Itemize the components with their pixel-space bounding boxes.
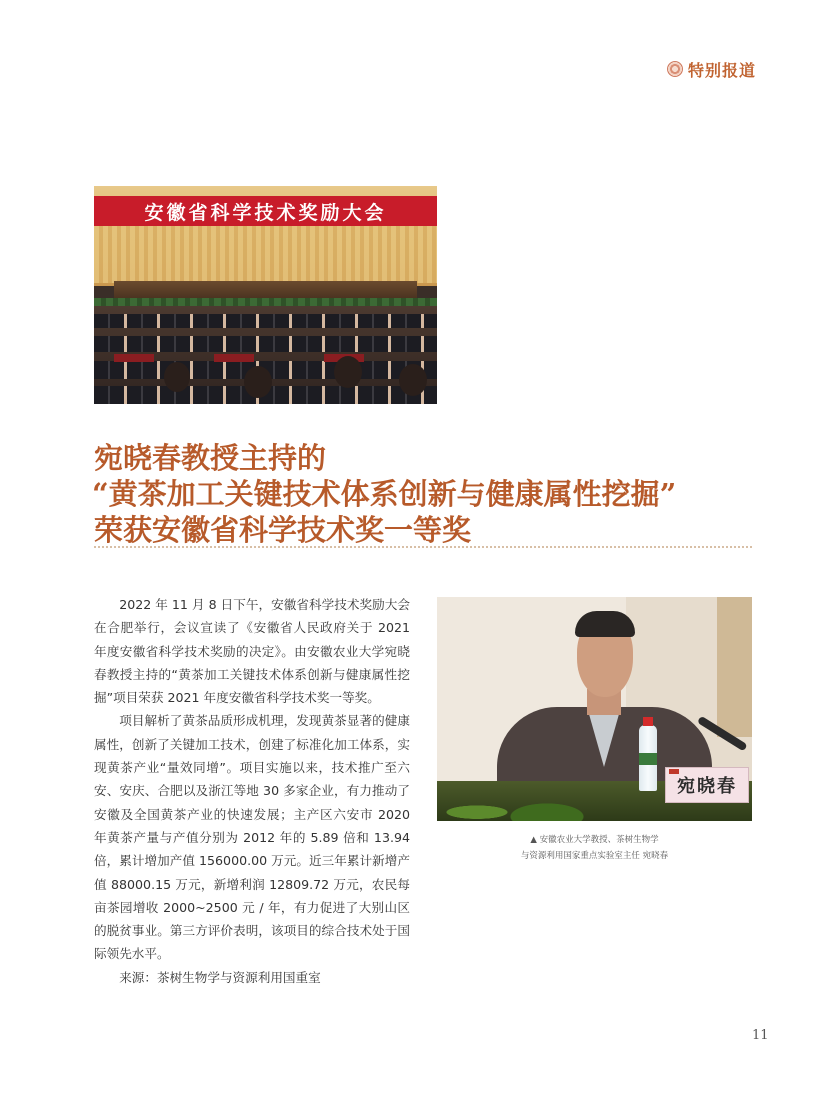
headline-line-1: 宛晓春教授主持的: [94, 441, 327, 475]
nameplate-logo-icon: [669, 769, 679, 774]
audience-seat: [214, 354, 254, 362]
audience-head: [334, 356, 362, 388]
section-label: 特别报道: [688, 60, 757, 80]
photo-caption-line-2: 与资源利用国家重点实验室主任 宛晓春: [520, 851, 669, 861]
section-emblem-icon: [667, 61, 683, 77]
conference-banner-text: 安徽省科学技术奖励大会: [144, 201, 387, 224]
nameplate: 宛晓春: [665, 767, 749, 803]
conference-banner: [94, 196, 437, 226]
audience-head: [164, 362, 190, 392]
photo-caption-line-1: ▲ 安徽农业大学教授、茶树生物学: [530, 835, 659, 845]
bottle-label: [639, 753, 657, 765]
article-body: [94, 593, 410, 989]
portrait-photo: [437, 597, 752, 821]
headline-divider: [94, 546, 752, 548]
article-paragraph-1: 2022 年 11 月 8 日下午，安徽省科学技术奖励大会在合肥举行，会议宣读了《安徽省人民政府关于 2021 年度安徽省科学技术奖励的决定》。由安徽农业大学宛晓春教授主持的“黄茶加工关键技术体系创新与健康属性挖掘”项目荣获 2021 年度安徽省科学技术奖一等奖。: [94, 597, 410, 706]
audience-row: [94, 336, 437, 352]
headline-line-2: “黄茶加工关键技术体系创新与健康属性挖掘”: [92, 477, 677, 511]
audience-seat: [114, 354, 154, 362]
article-paragraph-2: 项目解析了黄茶品质形成机理，发现黄茶显著的健康属性，创新了关键加工技术，创建了标准化加工体系，实现黄茶产业“量效同增”。项目实施以来，技术推广至六安、安庆、合肥以及浙江等地 30 多家企业，有力推动了安徽及全国黄茶产业的快速发展；主产区六安市 2020 年黄茶产量与产值分别为 2012 年的 5.89 倍和 13.94 倍，累计增加产值 156000.00 万元。近三年累计新增产值 88000.15 万元，新增利润 12809.72 万元，农民每亩茶园增收 2000~2500 元 / 年，有力促进了大别山区的脱贫事业。第三方评价表明，该项目的综合技术处于国际领先水平。: [94, 713, 410, 962]
bottle-cap: [643, 717, 653, 726]
portrait-plants: [437, 777, 637, 821]
photo-plants: [94, 298, 437, 306]
portrait-wood-panel: [717, 597, 752, 737]
conference-photo: [94, 186, 437, 404]
water-bottle-icon: [639, 725, 657, 791]
section-tag: [667, 58, 756, 80]
portrait-hair: [575, 611, 635, 637]
photo-caption: [437, 832, 752, 864]
audience-head: [244, 366, 272, 398]
article-headline: [94, 440, 764, 548]
article-source: 来源：茶树生物学与资源利用国重室: [119, 969, 321, 985]
photo-dais: [114, 281, 417, 299]
audience-row: [94, 314, 437, 328]
page-number: 11: [752, 1028, 769, 1043]
audience-head: [399, 364, 427, 396]
headline-line-3: 荣获安徽省科学技术奖一等奖: [94, 513, 472, 547]
